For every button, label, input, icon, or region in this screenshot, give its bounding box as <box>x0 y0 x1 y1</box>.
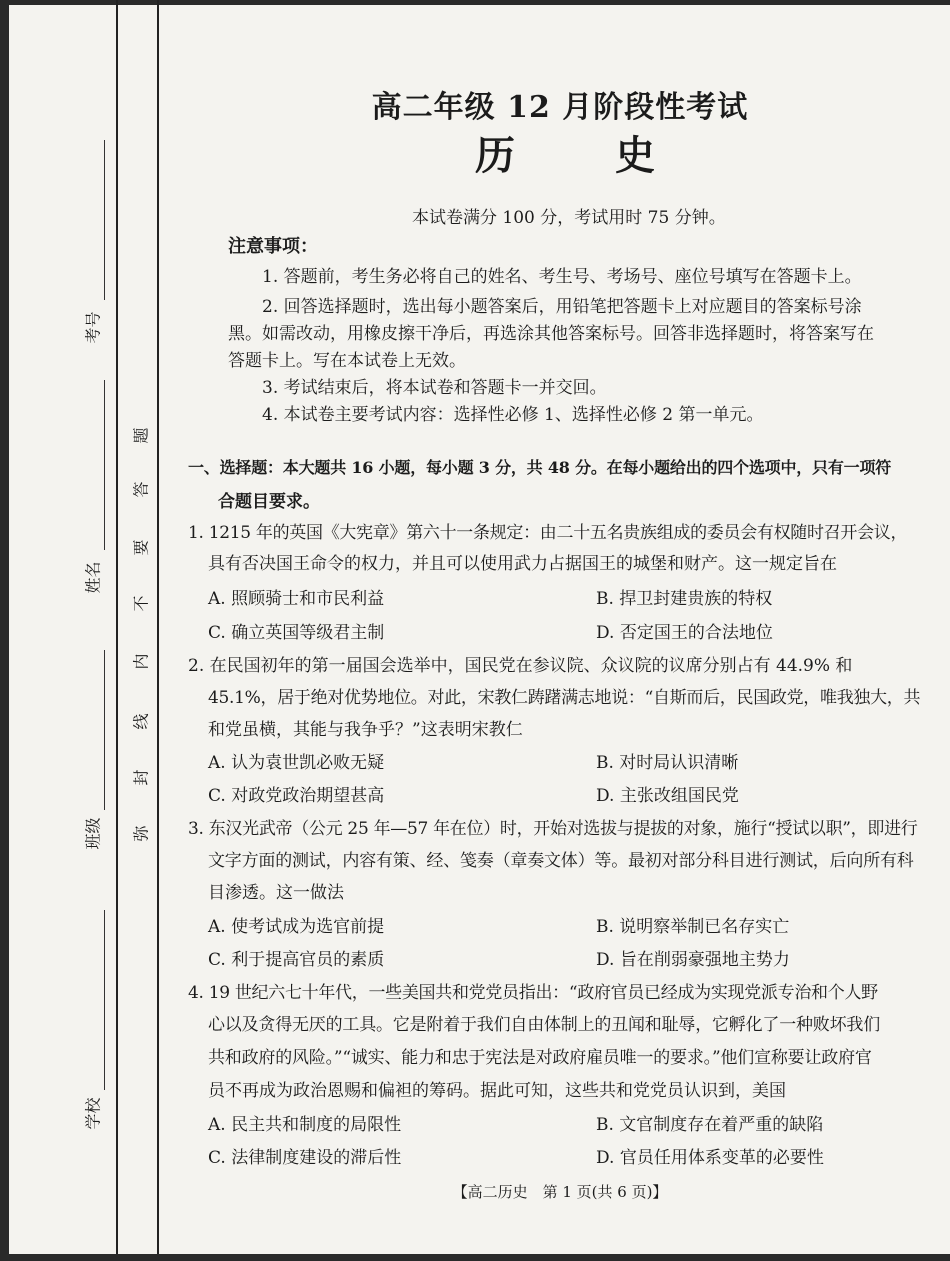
question-line: 员不再成为政治恩赐和偏袒的筹码。据此可知，这些共和党党员认识到，美国 <box>208 1081 786 1101</box>
exam-number-field[interactable] <box>104 140 105 300</box>
question-line: 和党虽横，其能与我争乎？”这表明宋教仁 <box>208 720 523 740</box>
option-b[interactable]: B. 文官制度存在着严重的缺陷 <box>596 1115 824 1135</box>
side-label-name: 姓名 <box>83 561 103 594</box>
seal-char: 答 <box>131 481 151 498</box>
scan-edge-top <box>0 0 950 5</box>
exam-info: 本试卷满分 100 分，考试用时 75 分钟。 <box>412 208 726 228</box>
binding-line-inner <box>116 0 118 1254</box>
side-label-exam-number: 考号 <box>83 311 103 344</box>
notice-line: 1. 答题前，考生务必将自己的姓名、考生号、考场号、座位号填写在答题卡上。 <box>262 267 862 287</box>
option-b[interactable]: B. 对时局认识清晰 <box>596 753 739 773</box>
page-footer: 【高二历史 第 1 页(共 6 页)】 <box>452 1183 668 1201</box>
option-a[interactable]: A. 民主共和制度的局限性 <box>208 1115 402 1135</box>
notice-line: 4. 本试卷主要考试内容：选择性必修 1、选择性必修 2 第一单元。 <box>262 405 764 425</box>
class-field[interactable] <box>104 650 105 810</box>
section-heading: 合题目要求。 <box>218 492 320 512</box>
option-a[interactable]: A. 认为袁世凯必败无疑 <box>208 753 385 773</box>
question-line: 4. 19 世纪六七十年代，一些美国共和党党员指出：“政府官员已经成为实现党派专治和个人野 <box>188 983 878 1003</box>
side-label-class: 班级 <box>83 817 103 850</box>
option-b[interactable]: B. 捍卫封建贵族的特权 <box>596 589 773 609</box>
seal-char: 题 <box>131 427 151 444</box>
option-c[interactable]: C. 确立英国等级君主制 <box>208 623 385 643</box>
name-field[interactable] <box>104 380 105 550</box>
question-line: 具有否决国王命令的权力，并且可以使用武力占据国王的城堡和财产。这一规定旨在 <box>208 554 837 574</box>
question-line: 心以及贪得无厌的工具。它是附着于我们自由体制上的丑闻和耻辱，它孵化了一种败坏我们 <box>208 1015 880 1035</box>
option-c[interactable]: C. 对政党政治期望甚高 <box>208 786 385 806</box>
subject-title <box>475 124 655 181</box>
option-c[interactable]: C. 法律制度建设的滞后性 <box>208 1148 402 1168</box>
option-d[interactable]: D. 官员任用体系变革的必要性 <box>596 1148 824 1168</box>
subject-char: 史 <box>615 132 655 179</box>
option-d[interactable]: D. 主张改组国民党 <box>596 786 739 806</box>
question-line: 2. 在民国初年的第一届国会选举中，国民党在参议院、众议院的议席分别占有 44.9% 和 <box>188 656 853 676</box>
option-b[interactable]: B. 说明察举制已名存实亡 <box>596 917 790 937</box>
seal-char: 不 <box>131 595 151 612</box>
side-label-school: 学校 <box>83 1097 103 1130</box>
subject-char: 历 <box>475 132 515 179</box>
seal-char: 线 <box>131 713 151 730</box>
question-line: 共和政府的风险。”“诚实、能力和忠于宪法是对政府雇员唯一的要求。”他们宣称要让政府官 <box>208 1048 872 1068</box>
question-line: 目渗透。这一做法 <box>208 883 344 903</box>
seal-char: 弥 <box>131 825 151 842</box>
seal-char: 封 <box>131 769 151 786</box>
option-a[interactable]: A. 使考试成为选官前提 <box>208 917 385 937</box>
notice-line: 答题卡上。写在本试卷上无效。 <box>228 351 466 371</box>
notice-line: 3. 考试结束后，将本试卷和答题卡一并交回。 <box>262 378 607 398</box>
question-line: 文字方面的测试，内容有策、经、笺奏（章奏文体）等。最初对部分科目进行测试，后向所有科 <box>208 851 914 871</box>
option-a[interactable]: A. 照顾骑士和市民利益 <box>208 589 385 609</box>
question-line: 3. 东汉光武帝（公元 25 年—57 年在位）时，开始对选拔与提拔的对象，施行“授试以职”，即进行 <box>188 819 918 839</box>
option-d[interactable]: D. 否定国王的合法地位 <box>596 623 773 643</box>
scan-edge-left <box>0 0 9 1261</box>
notice-line: 黑。如需改动，用橡皮擦干净后，再选涂其他答案标号。回答非选择题时，将答案写在 <box>228 324 874 344</box>
option-c[interactable]: C. 利于提高官员的素质 <box>208 950 385 970</box>
seal-char: 内 <box>131 653 151 670</box>
question-line: 1. 1215 年的英国《大宪章》第六十一条规定：由二十五名贵族组成的委员会有权随时召开会议， <box>188 523 908 543</box>
binding-line-outer <box>157 0 159 1254</box>
notice-title: 注意事项： <box>228 236 318 257</box>
exam-title: 高二年级 12 月阶段性考试 <box>371 90 749 125</box>
option-d[interactable]: D. 旨在削弱豪强地主势力 <box>596 950 790 970</box>
scan-edge-bottom <box>0 1254 950 1261</box>
section-heading: 一、选择题：本大题共 16 小题，每小题 3 分，共 48 分。在每小题给出的四个选项中，只有一项符 <box>188 458 892 477</box>
question-line: 45.1%，居于绝对优势地位。对此，宋教仁踌躇满志地说：“自斯而后，民国政党，唯我独大，共 <box>208 688 921 708</box>
seal-char: 要 <box>131 539 151 556</box>
school-field[interactable] <box>104 910 105 1090</box>
notice-line: 2. 回答选择题时，选出每小题答案后，用铅笔把答题卡上对应题目的答案标号涂 <box>262 297 862 317</box>
